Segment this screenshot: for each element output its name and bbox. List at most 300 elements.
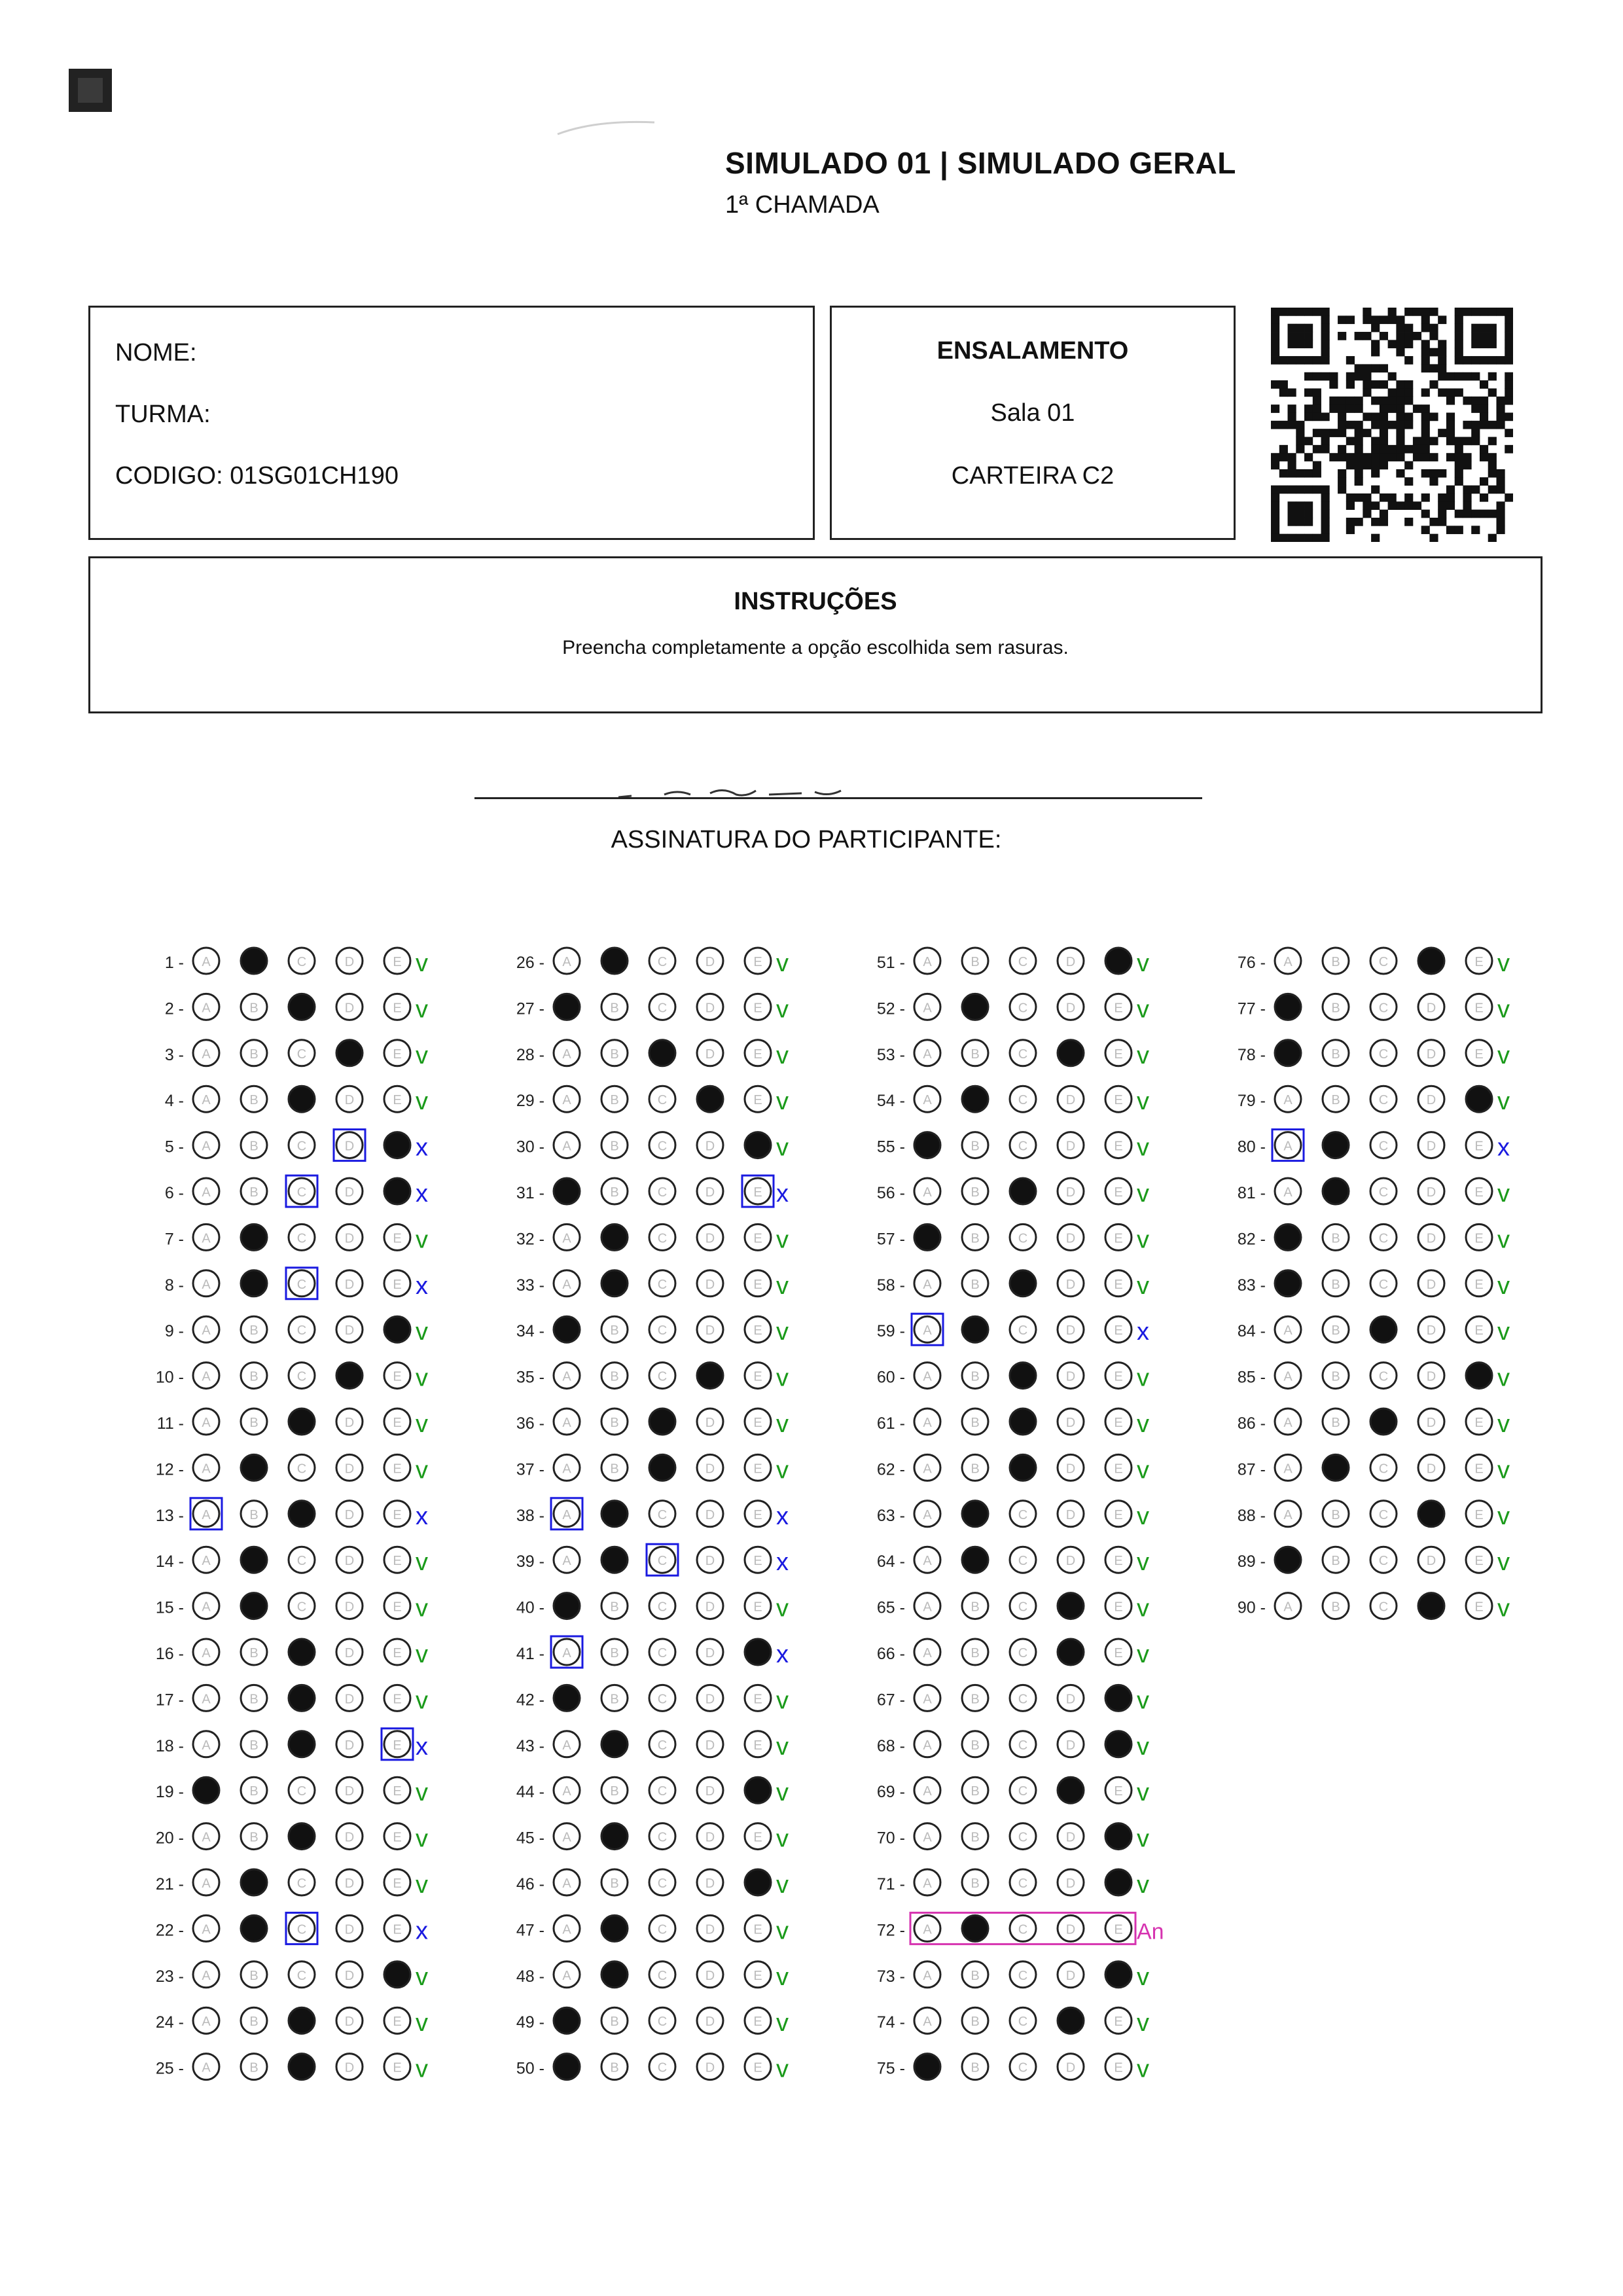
correct-mark: v — [776, 1272, 789, 1300]
question-number: 31 - — [516, 1184, 544, 1202]
bubble-letter: D — [705, 1001, 715, 1016]
correct-mark: v — [1137, 996, 1149, 1024]
question-row-81 — [1238, 1178, 1510, 1208]
question-number: 73 - — [876, 1967, 905, 1986]
bubble-13-c[interactable] — [289, 1501, 315, 1527]
bubble-letter: E — [393, 1231, 402, 1246]
question-number: 7 - — [164, 1230, 184, 1249]
bubble-letter: A — [202, 1231, 211, 1246]
bubble-66-d[interactable] — [1058, 1639, 1084, 1665]
question-number: 33 - — [516, 1276, 544, 1295]
question-number: 61 - — [876, 1414, 905, 1433]
bubble-61-c[interactable] — [1010, 1408, 1036, 1435]
question-row-23 — [156, 1962, 428, 1991]
bubble-letter: A — [562, 1554, 571, 1569]
bubble-letter: D — [344, 1277, 355, 1292]
question-number: 27 - — [516, 999, 544, 1018]
question-number: 34 - — [516, 1322, 544, 1341]
bubble-letter: A — [202, 1554, 211, 1569]
question-row-32 — [516, 1224, 789, 1253]
bubble-letter: B — [610, 1600, 619, 1615]
bubble-10-d[interactable] — [336, 1363, 363, 1389]
bubble-7-b[interactable] — [241, 1224, 267, 1250]
bubble-letter: B — [610, 1093, 619, 1108]
bubble-letter: D — [344, 1968, 355, 1983]
bubble-81-b[interactable] — [1323, 1178, 1349, 1204]
correct-mark: v — [416, 2009, 428, 2037]
bubble-20-c[interactable] — [289, 1823, 315, 1850]
bubble-letter: C — [1378, 1600, 1389, 1615]
question-number: 64 - — [876, 1552, 905, 1571]
correct-mark: v — [1137, 1088, 1149, 1116]
bubble-40-a[interactable] — [554, 1593, 580, 1619]
question-row-19 — [156, 1777, 428, 1806]
bubble-88-d[interactable] — [1418, 1501, 1444, 1527]
question-row-69 — [877, 1777, 1149, 1806]
bubble-letter: E — [393, 1600, 402, 1615]
bubble-letter: B — [249, 1139, 259, 1154]
question-number: 9 - — [164, 1322, 184, 1341]
bubble-letter: A — [923, 1047, 932, 1062]
bubble-48-b[interactable] — [601, 1962, 628, 1988]
bubble-letter: A — [202, 1738, 211, 1753]
bubble-42-a[interactable] — [554, 1685, 580, 1711]
bubble-22-b[interactable] — [241, 1915, 267, 1941]
bubble-letter: C — [1378, 1047, 1389, 1062]
bubble-6-e[interactable] — [384, 1178, 410, 1204]
bubble-letter: A — [202, 1922, 211, 1937]
bubble-letter: A — [923, 1001, 932, 1016]
correct-mark: v — [776, 1779, 789, 1807]
bubble-letter: E — [753, 1416, 762, 1430]
question-row-18 — [156, 1729, 428, 1761]
bubble-14-b[interactable] — [241, 1547, 267, 1573]
bubble-letter: C — [1018, 1784, 1028, 1799]
bubble-letter: A — [202, 1185, 211, 1200]
bubble-letter: B — [1331, 1001, 1340, 1016]
bubble-62-c[interactable] — [1010, 1454, 1036, 1480]
bubble-letter: D — [344, 1462, 355, 1477]
question-row-68 — [877, 1731, 1149, 1761]
bubble-28-c[interactable] — [649, 1040, 675, 1066]
bubble-letter: E — [1114, 1047, 1123, 1062]
bubble-letter: E — [1474, 1185, 1484, 1200]
question-row-35 — [516, 1363, 789, 1392]
bubble-18-c[interactable] — [289, 1731, 315, 1757]
bubble-letter: C — [296, 1876, 307, 1891]
correct-mark: v — [1497, 996, 1510, 1024]
bubble-letter: A — [562, 1369, 571, 1384]
question-row-48 — [516, 1962, 789, 1991]
bubble-73-e[interactable] — [1105, 1962, 1132, 1988]
bubble-letter: C — [1018, 955, 1028, 969]
question-row-86 — [1238, 1408, 1510, 1438]
question-row-60 — [877, 1363, 1149, 1392]
bubble-letter: A — [202, 1830, 211, 1845]
bubble-letter: A — [562, 1507, 571, 1522]
bubble-letter: B — [249, 1784, 259, 1799]
question-row-2 — [165, 994, 428, 1023]
bubble-letter: C — [296, 1462, 307, 1477]
bubble-letter: D — [1065, 1369, 1076, 1384]
question-row-84 — [1238, 1316, 1510, 1346]
bubble-4-c[interactable] — [289, 1086, 315, 1112]
correct-mark: v — [416, 1779, 428, 1807]
bubble-letter: A — [923, 1462, 932, 1477]
question-number: 68 - — [876, 1736, 905, 1755]
correct-mark: v — [776, 1594, 789, 1623]
bubble-letter: E — [1474, 1047, 1484, 1062]
bubble-34-a[interactable] — [554, 1316, 580, 1342]
question-number: 50 - — [516, 2059, 544, 2078]
bubble-letter: A — [562, 1968, 571, 1983]
question-number: 88 - — [1237, 1506, 1266, 1525]
bubble-letter: C — [1378, 1369, 1389, 1384]
bubble-letter: D — [344, 1554, 355, 1569]
wrong-mark: x — [416, 1732, 428, 1761]
bubble-45-b[interactable] — [601, 1823, 628, 1850]
bubble-letter: D — [705, 1507, 715, 1522]
bubble-letter: C — [657, 1692, 668, 1707]
question-row-3 — [165, 1040, 428, 1069]
question-row-54 — [877, 1086, 1149, 1115]
question-row-14 — [156, 1547, 428, 1576]
bubble-44-e[interactable] — [745, 1777, 771, 1803]
bubble-87-b[interactable] — [1323, 1454, 1349, 1480]
question-row-72 — [877, 1912, 1164, 1944]
question-row-79 — [1238, 1086, 1510, 1115]
bubble-letter: D — [1065, 1416, 1076, 1430]
bubble-50-a[interactable] — [554, 2054, 580, 2080]
bubble-30-e[interactable] — [745, 1132, 771, 1158]
question-row-55 — [877, 1132, 1149, 1162]
bubble-letter: D — [1065, 1738, 1076, 1753]
bubble-55-a[interactable] — [914, 1132, 940, 1158]
bubble-letter: C — [1018, 1323, 1028, 1338]
correct-mark: v — [416, 1549, 428, 1577]
bubble-46-e[interactable] — [745, 1869, 771, 1895]
question-row-59 — [877, 1314, 1149, 1346]
bubble-67-e[interactable] — [1105, 1685, 1132, 1711]
question-number: 82 - — [1237, 1230, 1266, 1249]
bubble-70-e[interactable] — [1105, 1823, 1132, 1850]
bubble-letter: A — [562, 955, 571, 969]
question-number: 78 - — [1237, 1045, 1266, 1064]
bubble-letter: E — [753, 1323, 762, 1338]
bubble-letter: E — [1474, 1277, 1484, 1292]
bubble-letter: B — [971, 1876, 980, 1891]
bubble-letter: B — [971, 1738, 980, 1753]
bubble-83-a[interactable] — [1275, 1270, 1301, 1297]
bubble-letter: A — [562, 1093, 571, 1108]
bubble-letter: C — [1018, 1738, 1028, 1753]
bubble-90-d[interactable] — [1418, 1593, 1444, 1619]
bubble-17-c[interactable] — [289, 1685, 315, 1711]
correct-mark: v — [416, 1963, 428, 1991]
bubble-letter: C — [1378, 955, 1389, 969]
bubble-letter: A — [202, 1047, 211, 1062]
question-number: 41 - — [516, 1645, 544, 1663]
bubble-49-a[interactable] — [554, 2007, 580, 2034]
bubble-52-b[interactable] — [962, 994, 988, 1020]
bubble-11-c[interactable] — [289, 1408, 315, 1435]
bubble-38-b[interactable] — [601, 1501, 628, 1527]
bubble-3-d[interactable] — [336, 1040, 363, 1066]
bubble-60-c[interactable] — [1010, 1363, 1036, 1389]
bubble-letter: D — [1426, 1139, 1436, 1154]
bubble-27-a[interactable] — [554, 994, 580, 1020]
bubble-8-b[interactable] — [241, 1270, 267, 1297]
bubble-19-a[interactable] — [193, 1777, 219, 1803]
bubble-letter: D — [344, 1692, 355, 1707]
bubble-letter: B — [249, 1185, 259, 1200]
question-row-52 — [877, 994, 1149, 1023]
correct-mark: v — [776, 1917, 789, 1945]
bubble-letter: C — [296, 1139, 307, 1154]
bubble-letter: B — [610, 2015, 619, 2030]
bubble-41-e[interactable] — [745, 1639, 771, 1665]
bubble-letter: D — [1426, 1001, 1436, 1016]
bubble-letter: C — [296, 1047, 307, 1062]
bubble-39-b[interactable] — [601, 1547, 628, 1573]
bubble-31-a[interactable] — [554, 1178, 580, 1204]
question-number: 11 - — [156, 1414, 184, 1433]
bubble-letter: D — [344, 1646, 355, 1660]
bubble-65-d[interactable] — [1058, 1593, 1084, 1619]
bubble-letter: D — [705, 1277, 715, 1292]
correct-mark: v — [416, 1041, 428, 1069]
bubble-letter: B — [610, 1416, 619, 1430]
question-row-62 — [877, 1454, 1149, 1484]
bubble-letter: E — [753, 1462, 762, 1477]
question-row-40 — [516, 1593, 789, 1623]
question-row-70 — [877, 1823, 1149, 1853]
bubble-letter: E — [753, 1369, 762, 1384]
bubble-9-e[interactable] — [384, 1316, 410, 1342]
bubble-letter: A — [562, 1139, 571, 1154]
bubble-33-b[interactable] — [601, 1270, 628, 1297]
bubble-77-a[interactable] — [1275, 994, 1301, 1020]
correct-mark: v — [1497, 1041, 1510, 1069]
bubble-37-c[interactable] — [649, 1454, 675, 1480]
bubble-58-c[interactable] — [1010, 1270, 1036, 1297]
bubble-letter: E — [753, 1277, 762, 1292]
question-row-67 — [877, 1685, 1149, 1714]
bubble-35-d[interactable] — [697, 1363, 723, 1389]
bubble-letter: A — [562, 1784, 571, 1799]
question-number: 65 - — [876, 1598, 905, 1617]
bubble-letter: B — [249, 1369, 259, 1384]
bubble-89-a[interactable] — [1275, 1547, 1301, 1573]
bubble-53-d[interactable] — [1058, 1040, 1084, 1066]
code-label: CODIGO: 01SG01CH190 — [115, 462, 399, 490]
bubble-86-c[interactable] — [1370, 1408, 1397, 1435]
bubble-letter: E — [1114, 1093, 1123, 1108]
question-row-38 — [516, 1498, 789, 1530]
bubble-letter: C — [1018, 1001, 1028, 1016]
question-row-37 — [516, 1454, 789, 1484]
bubble-1-b[interactable] — [241, 948, 267, 974]
bubble-letter: D — [344, 1738, 355, 1753]
question-number: 72 - — [876, 1921, 905, 1940]
bubble-letter: C — [657, 1001, 668, 1016]
bubble-letter: A — [562, 1830, 571, 1845]
bubble-letter: C — [657, 1185, 668, 1200]
wrong-mark: x — [416, 1180, 428, 1208]
correct-mark: v — [1137, 1963, 1149, 1991]
seat-number: CARTEIRA C2 — [951, 462, 1115, 490]
bubble-23-e[interactable] — [384, 1962, 410, 1988]
bubble-letter: C — [657, 1507, 668, 1522]
question-number: 35 - — [516, 1368, 544, 1387]
question-number: 58 - — [876, 1276, 905, 1295]
question-row-33 — [516, 1270, 789, 1300]
bubble-47-b[interactable] — [601, 1915, 628, 1941]
bubble-letter: D — [1426, 1231, 1436, 1246]
correct-mark: v — [416, 1687, 428, 1715]
bubble-76-d[interactable] — [1418, 948, 1444, 974]
question-number: 77 - — [1237, 999, 1266, 1018]
bubble-letter: A — [923, 1830, 932, 1845]
bubble-80-b[interactable] — [1323, 1132, 1349, 1158]
bubble-82-a[interactable] — [1275, 1224, 1301, 1250]
bubble-5-e[interactable] — [384, 1132, 410, 1158]
bubble-letter: B — [1331, 1093, 1340, 1108]
signature-label: ASSINATURA DO PARTICIPANTE: — [611, 826, 1002, 853]
bubble-74-d[interactable] — [1058, 2007, 1084, 2034]
bubble-letter: E — [1474, 1139, 1484, 1154]
question-number: 57 - — [876, 1230, 905, 1249]
bubble-letter: D — [344, 1784, 355, 1799]
question-row-65 — [877, 1593, 1149, 1623]
bubble-57-a[interactable] — [914, 1224, 940, 1250]
question-row-42 — [516, 1685, 789, 1714]
bubble-letter: E — [1114, 2060, 1123, 2075]
bubble-letter: D — [1426, 1554, 1436, 1569]
question-number: 13 - — [155, 1506, 184, 1525]
question-number: 12 - — [155, 1460, 184, 1479]
question-row-88 — [1238, 1501, 1510, 1530]
correct-mark: v — [1497, 1456, 1510, 1484]
bubble-letter: D — [705, 1738, 715, 1753]
bubble-2-c[interactable] — [289, 994, 315, 1020]
bubble-36-c[interactable] — [649, 1408, 675, 1435]
bubble-letter: C — [1378, 1462, 1389, 1477]
bubble-12-b[interactable] — [241, 1454, 267, 1480]
bubble-78-a[interactable] — [1275, 1040, 1301, 1066]
correct-mark: v — [416, 996, 428, 1024]
correct-mark: v — [1137, 1779, 1149, 1807]
bubble-letter: C — [1018, 1139, 1028, 1154]
question-row-30 — [516, 1132, 789, 1162]
question-number: 67 - — [876, 1691, 905, 1710]
question-number: 81 - — [1237, 1184, 1266, 1202]
bubble-56-c[interactable] — [1010, 1178, 1036, 1204]
bubble-32-b[interactable] — [601, 1224, 628, 1250]
bubble-43-b[interactable] — [601, 1731, 628, 1757]
bubble-68-e[interactable] — [1105, 1731, 1132, 1757]
bubble-letter: C — [1378, 1139, 1389, 1154]
bubble-letter: D — [344, 1001, 355, 1016]
bubble-letter: B — [1331, 1554, 1340, 1569]
bubble-letter: B — [610, 1001, 619, 1016]
bubble-69-d[interactable] — [1058, 1777, 1084, 1803]
question-row-51 — [877, 948, 1149, 977]
bubble-letter: A — [202, 1323, 211, 1338]
question-row-21 — [156, 1869, 428, 1899]
bubble-59-b[interactable] — [962, 1316, 988, 1342]
bubble-29-d[interactable] — [697, 1086, 723, 1112]
bubble-63-b[interactable] — [962, 1501, 988, 1527]
bubble-84-c[interactable] — [1370, 1316, 1397, 1342]
bubble-64-b[interactable] — [962, 1547, 988, 1573]
bubble-72-b[interactable] — [962, 1915, 988, 1941]
bubble-letter: C — [657, 1231, 668, 1246]
question-row-83 — [1238, 1270, 1510, 1300]
bubble-letter: E — [1474, 1462, 1484, 1477]
bubble-letter: B — [249, 1646, 259, 1660]
question-row-11 — [157, 1408, 428, 1438]
correct-mark: v — [416, 1871, 428, 1899]
bubble-25-c[interactable] — [289, 2054, 315, 2080]
bubble-letter: A — [562, 1646, 571, 1660]
bubble-letter: A — [923, 1416, 932, 1430]
question-row-58 — [877, 1270, 1149, 1300]
bubble-letter: D — [1065, 1277, 1076, 1292]
bubble-letter: C — [296, 1185, 307, 1200]
correct-mark: v — [1137, 1871, 1149, 1899]
correct-mark: v — [776, 1825, 789, 1853]
bubble-letter: A — [923, 1692, 932, 1707]
bubble-26-b[interactable] — [601, 948, 628, 974]
bubble-15-b[interactable] — [241, 1593, 267, 1619]
bubble-letter: E — [393, 1507, 402, 1522]
bubble-letter: D — [1426, 1323, 1436, 1338]
bubble-71-e[interactable] — [1105, 1869, 1132, 1895]
bubble-75-a[interactable] — [914, 2054, 940, 2080]
bubble-letter: A — [923, 1784, 932, 1799]
bubble-letter: C — [1378, 1507, 1389, 1522]
correct-mark: v — [776, 1226, 789, 1254]
bubble-letter: D — [705, 1600, 715, 1615]
bubble-letter: E — [393, 1922, 402, 1937]
bubble-letter: B — [610, 2060, 619, 2075]
question-row-46 — [516, 1869, 789, 1899]
question-number: 47 - — [516, 1921, 544, 1940]
bubble-79-e[interactable] — [1466, 1086, 1492, 1112]
bubble-51-e[interactable] — [1105, 948, 1132, 974]
bubble-letter: A — [923, 1876, 932, 1891]
bubble-letter: E — [1114, 1646, 1123, 1660]
bubble-letter: C — [1018, 2015, 1028, 2030]
bubble-16-c[interactable] — [289, 1639, 315, 1665]
bubble-letter: D — [705, 1323, 715, 1338]
bubble-letter: E — [753, 2015, 762, 2030]
bubble-letter: D — [1426, 1369, 1436, 1384]
bubble-24-c[interactable] — [289, 2007, 315, 2034]
wrong-mark: x — [776, 1180, 789, 1208]
bubble-letter: D — [705, 2015, 715, 2030]
bubble-54-b[interactable] — [962, 1086, 988, 1112]
question-number: 85 - — [1237, 1368, 1266, 1387]
bubble-85-e[interactable] — [1466, 1363, 1492, 1389]
question-row-61 — [877, 1408, 1149, 1438]
page-subtitle: 1ª CHAMADA — [725, 191, 880, 219]
bubble-21-b[interactable] — [241, 1869, 267, 1895]
bubble-letter: D — [344, 1876, 355, 1891]
bubble-letter: E — [753, 1738, 762, 1753]
question-number: 24 - — [155, 2013, 184, 2032]
